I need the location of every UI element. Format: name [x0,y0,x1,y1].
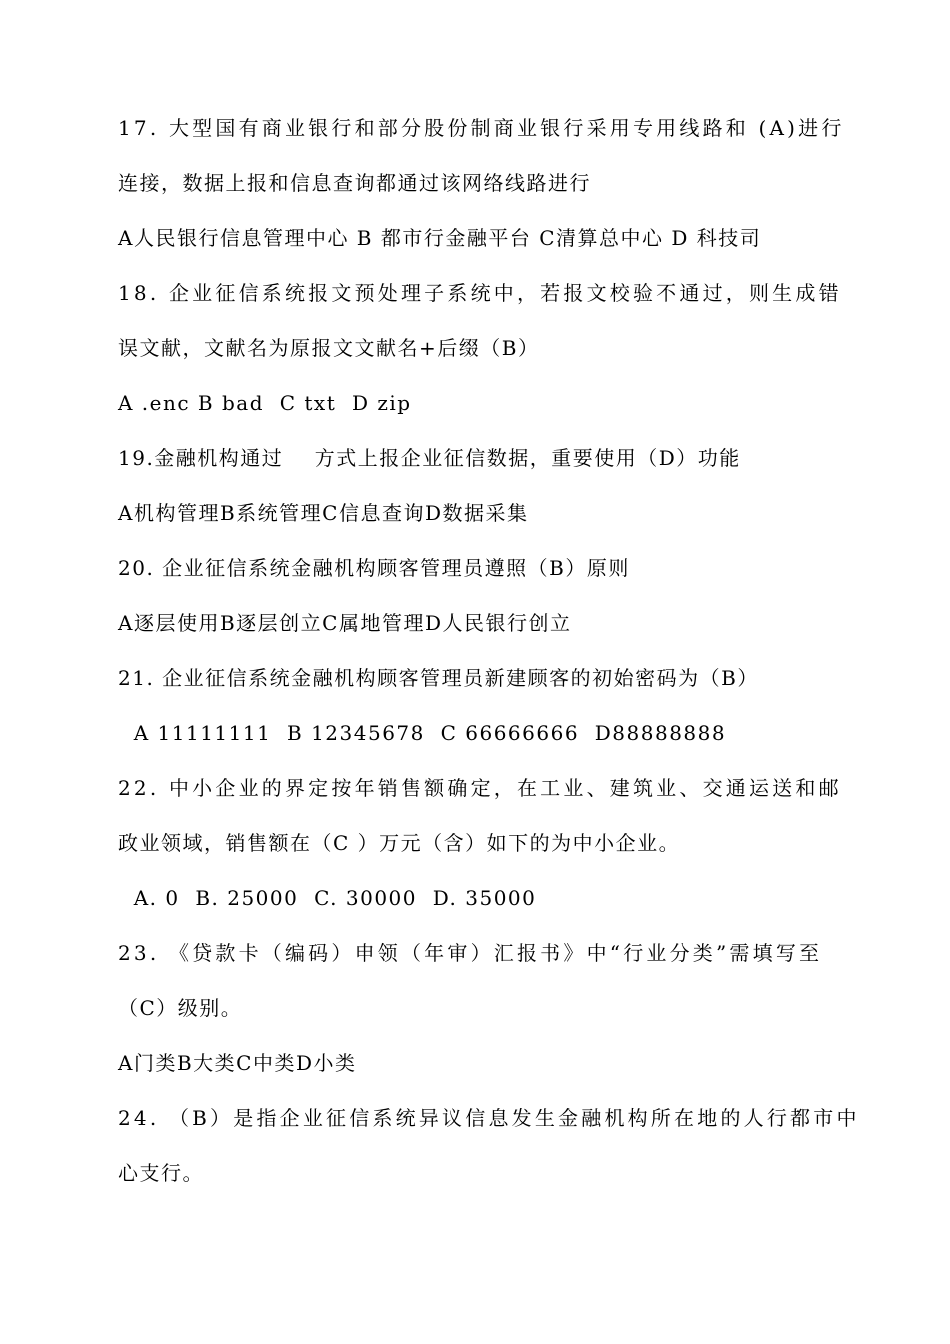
question-18-options: A .enc B bad C txt D zip [118,391,412,415]
question-24-line-2: 心支行。 [118,1161,204,1185]
question-17-line-1: 17. 大型国有商业银行和部分股份制商业银行采用专用线路和 (A)进行 [118,116,845,140]
question-24-line-1: 24. （B）是指企业征信系统异议信息发生金融机构所在地的人行都市中 [118,1106,860,1130]
question-22-line-2: 政业领域，销售额在（C ）万元（含）如下的为中小企业。 [118,831,681,855]
question-20-line-1: 20. 企业征信系统金融机构顾客管理员遵照（B）原则 [118,556,630,580]
question-17-line-2: 连接，数据上报和信息查询都通过该网络线路进行 [118,171,591,195]
question-23-options: A门类B大类C中类D小类 [118,1051,357,1075]
question-22-line-1: 22. 中小企业的界定按年销售额确定，在工业、建筑业、交通运送和邮 [118,776,842,800]
question-21-line-1: 21. 企业征信系统金融机构顾客管理员新建顾客的初始密码为（B） [118,666,759,690]
question-23-line-1: 23. 《贷款卡（编码）申领（年审）汇报书》中“行业分类”需填写至 [118,941,823,965]
question-18-line-2: 误文献，文献名为原报文文献名+后缀（B） [118,336,540,360]
question-21-options: A 11111111 B 12345678 C 66666666 D88888888 [118,721,727,745]
question-17-options: A人民银行信息管理中心 B 都市行金融平台 C清算总中心 D 科技司 [118,226,762,250]
question-20-options: A逐层使用B逐层创立C属地管理D人民银行创立 [118,611,572,635]
question-19-options: A机构管理B系统管理C信息查询D数据采集 [118,501,529,525]
question-23-line-2: （C）级别。 [118,996,243,1020]
question-19-line-1: 19.金融机构通过 方式上报企业征信数据，重要使用（D）功能 [118,446,741,470]
question-22-options: A. 0 B. 25000 C. 30000 D. 35000 [118,886,537,910]
question-18-line-1: 18. 企业征信系统报文预处理子系统中，若报文校验不通过，则生成错 [118,281,842,305]
